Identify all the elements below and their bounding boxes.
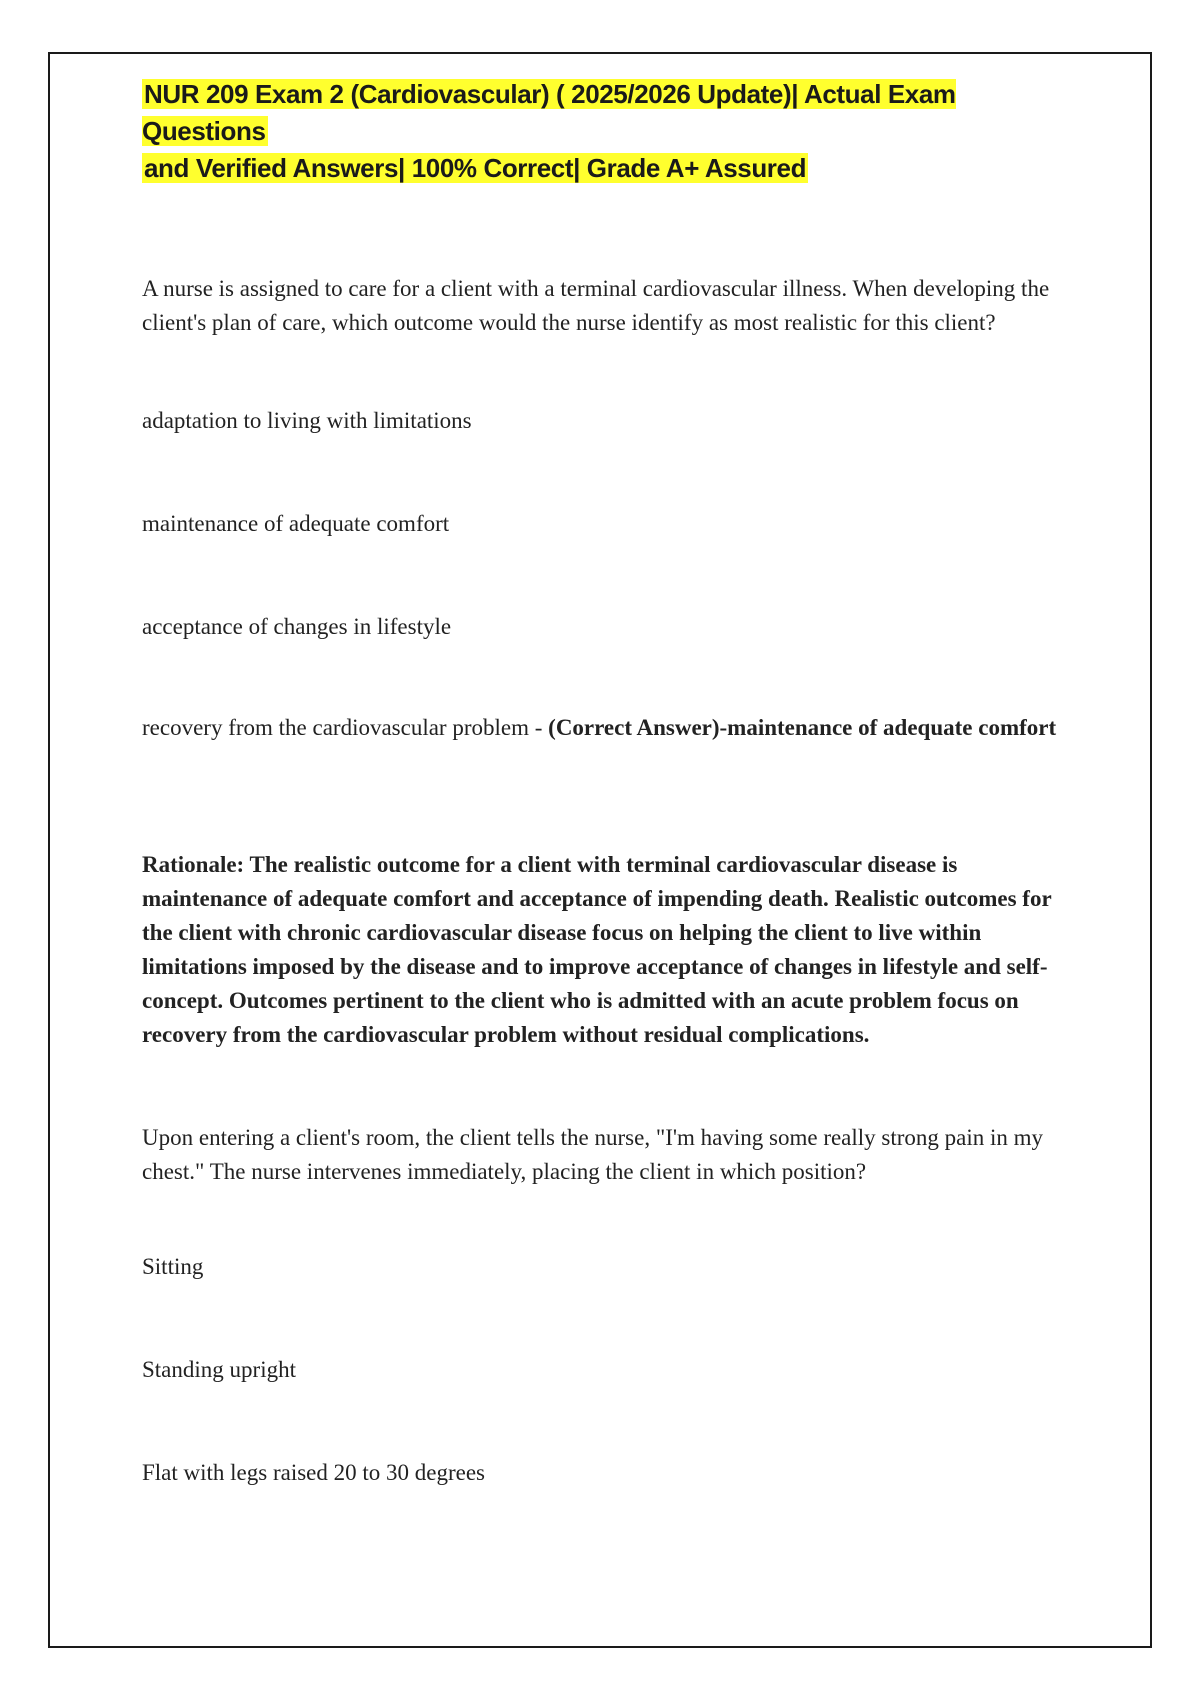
q1-rationale: Rationale: The realistic outcome for a client with terminal cardiovascular disease is maintenance of adequate comfort and acceptance of impending death. Realistic outcomes for the client with chronic cardiovascular disease focus on helping the client to live within limitations imposed by the disease and to improve acceptance of changes in lifestyle and self-concept. Outcomes pertinent to the client who is admitted with an acute problem focus on recovery from the cardiovascular problem without residual complications. [142,852,1052,1047]
q2-option-2: Standing upright [142,1357,296,1382]
q1-option-3: acceptance of changes in lifestyle [142,614,452,639]
q1-correct-answer: (Correct Answer)-maintenance of adequate comfort [548,715,1057,740]
question-1-text: A nurse is assigned to care for a client with a terminal cardiovascular illness. When developing the client's plan of care, which outcome would the nurse identify as most realistic for this client? [142,276,1050,335]
q2-option-1: Sitting [142,1254,204,1279]
title-line-2: and Verified Answers| 100% Correct| Grade A+ Assured [144,153,807,183]
document-content [142,76,1062,1485]
q1-option-4-with-answer [142,711,1062,745]
q2-option-3: Flat with legs raised 20 to 30 degrees [142,1460,486,1485]
title-line-1: NUR 209 Exam 2 (Cardiovascular) ( 2025/2026 Update)| Actual Exam Questions [142,79,956,146]
document-title [142,76,1062,187]
q1-option-1: adaptation to living with limitations [142,408,472,433]
question-2-text: Upon entering a client's room, the client tells the nurse, "I'm having some really strong pain in my chest." The nurse intervenes immediately, placing the client in which position? [142,1125,1044,1184]
q1-option-4: recovery from the cardiovascular problem - [142,715,543,740]
q1-option-2: maintenance of adequate comfort [142,511,450,536]
